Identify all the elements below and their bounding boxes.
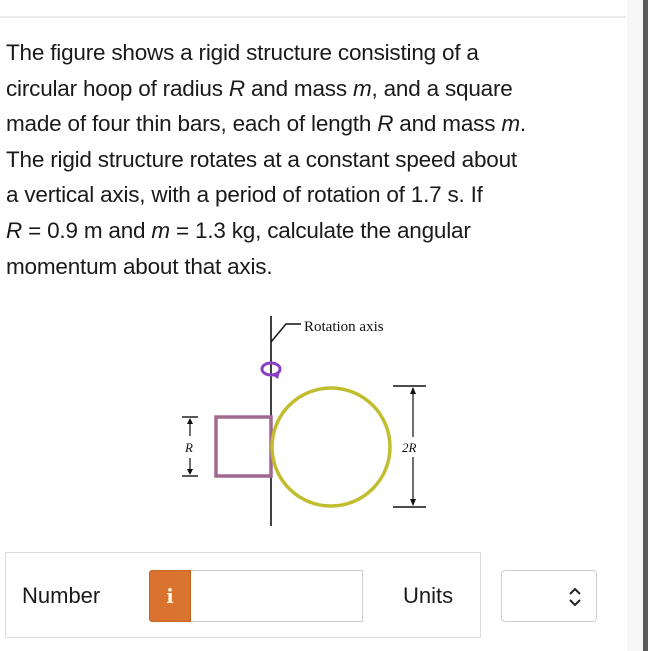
question-line-7: momentum about that axis.	[6, 253, 273, 279]
chevron-up-down-icon	[568, 586, 582, 608]
var-R: R	[6, 217, 23, 243]
var-R: R	[228, 75, 245, 101]
question-line-5: a vertical axis, with a period of rotation of 1.7 s. If	[6, 182, 483, 208]
info-icon: i	[166, 584, 174, 608]
var-R: R	[377, 111, 394, 137]
var-m: m	[151, 217, 170, 243]
question-text	[6, 35, 606, 284]
number-label: Number	[22, 583, 101, 608]
top-divider	[0, 16, 626, 18]
page-edge	[648, 0, 653, 651]
question-line-4: The rigid structure rotates at a constant speed about	[6, 146, 517, 172]
scroll-gutter	[627, 0, 643, 651]
hoop-dimension	[393, 386, 426, 507]
units-label: Units	[403, 583, 454, 608]
answer-panel	[5, 552, 481, 638]
axis-label-leader	[271, 324, 301, 342]
info-button[interactable]	[149, 570, 191, 622]
square-frame	[216, 417, 271, 476]
question-line-2: circular hoop of radius R and mass m, and a square	[6, 75, 513, 101]
hoop	[272, 388, 390, 506]
structure-figure	[160, 300, 460, 540]
square-dimension	[182, 417, 198, 476]
question-line-3: made of four thin bars, each of length R and mass m.	[6, 111, 526, 137]
svg-text:R: R	[185, 440, 193, 455]
number-input[interactable]	[191, 570, 363, 622]
question-line-6: R = 0.9 m and m = 1.3 kg, calculate the angular	[6, 217, 471, 243]
question-line-1: The figure shows a rigid structure consisting of a	[6, 40, 479, 65]
units-select[interactable]	[501, 570, 597, 622]
svg-text:2R: 2R	[402, 440, 417, 455]
rotation-axis-label: Rotation axis	[304, 319, 384, 335]
var-m: m	[501, 111, 520, 137]
var-m: m	[352, 75, 372, 101]
